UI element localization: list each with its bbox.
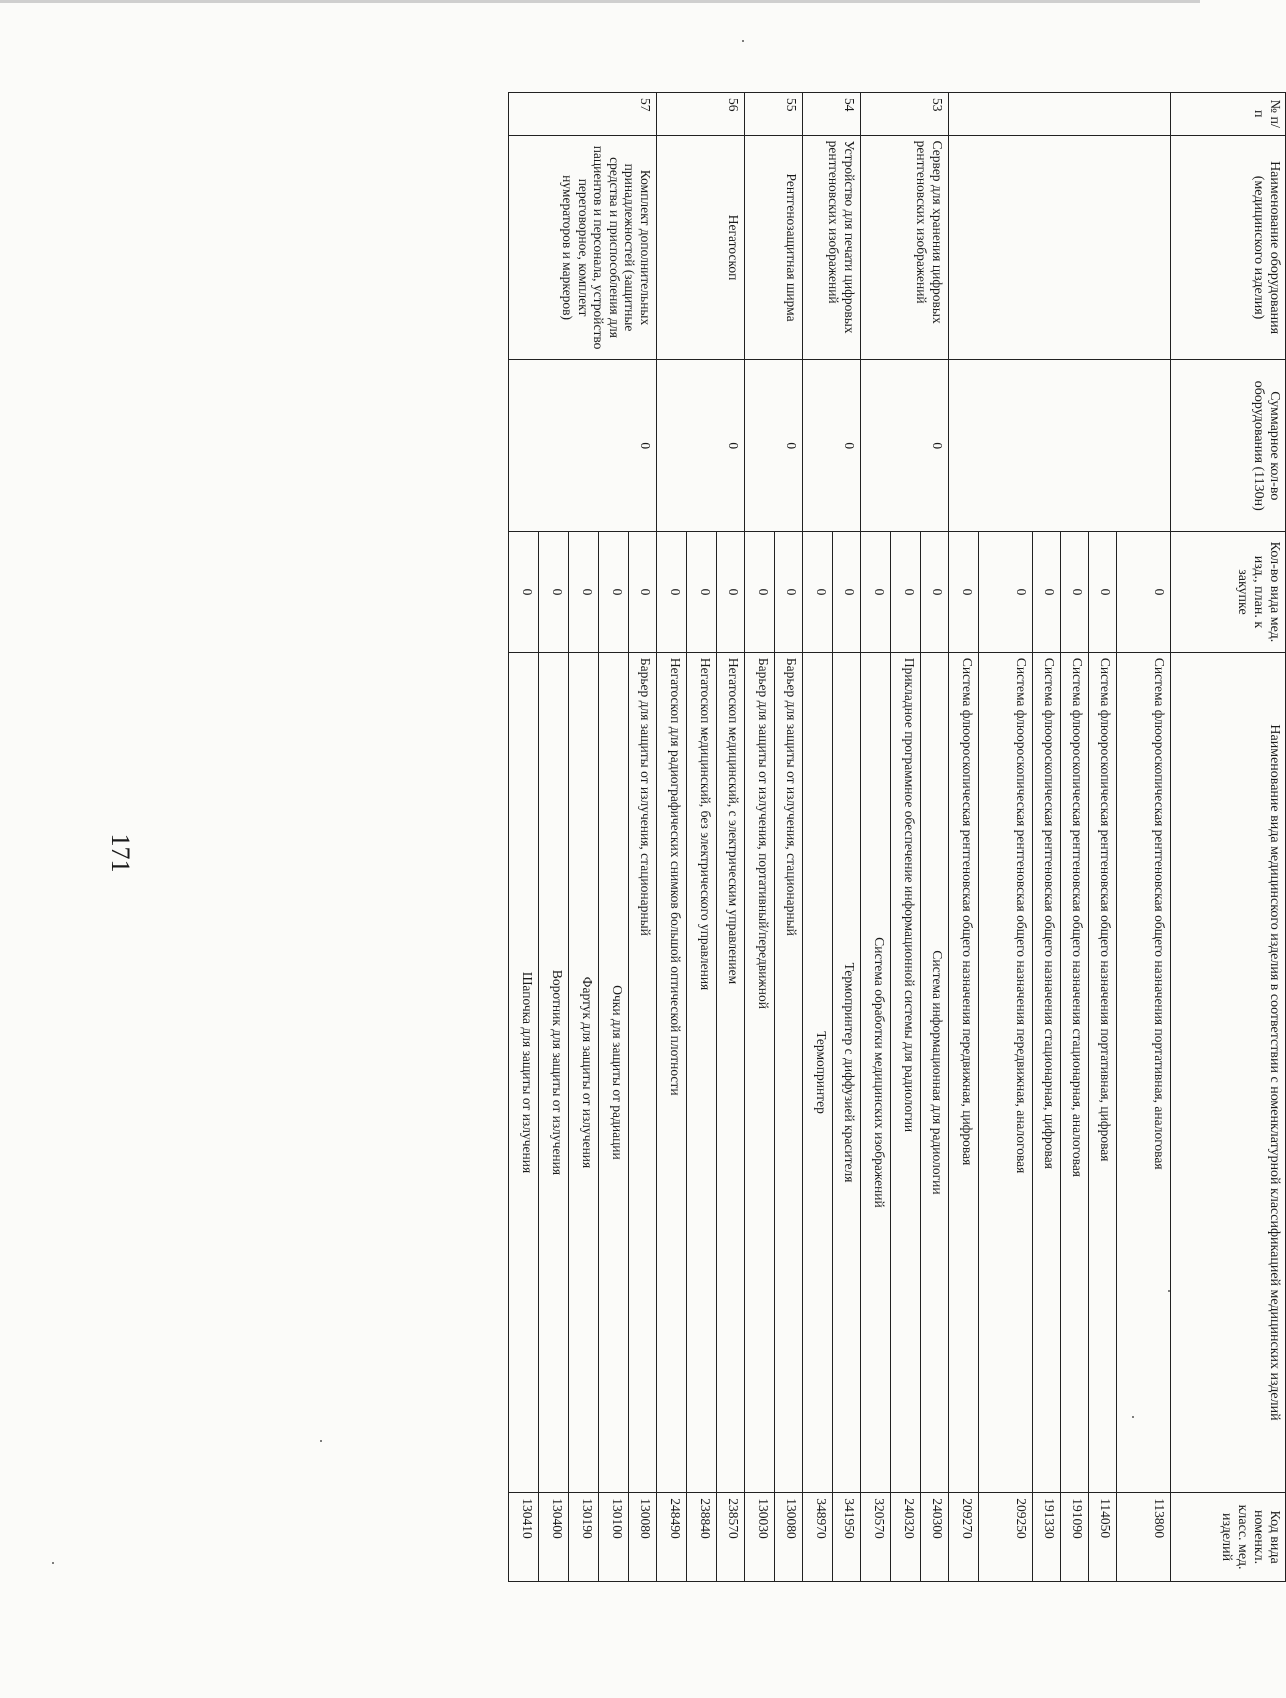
cell-num: 54 <box>803 93 861 136</box>
rotated-table-container <box>146 92 1286 1582</box>
header-qty: Кол-во вида мед. изд., план. к закупке <box>1171 532 1286 653</box>
cell-code: 114050 <box>1089 1493 1117 1582</box>
cell-kind: Очки для защиты от радиации <box>599 652 629 1492</box>
cell-code: 130080 <box>775 1493 803 1582</box>
cell-qty: 0 <box>509 532 539 653</box>
equipment-table <box>508 92 1286 1582</box>
cell-qty: 0 <box>745 532 775 653</box>
cell-num: 56 <box>657 93 745 136</box>
cell-total: 0 <box>861 360 949 532</box>
cell-kind: Система обработки медицинских изображений <box>861 652 891 1492</box>
table-row <box>629 93 657 1582</box>
header-kind: Наименование вида медицинского изделия в соответствии с номенклатурной классификацией медицинских изделий <box>1171 652 1286 1492</box>
cell-code: 238840 <box>687 1493 717 1582</box>
scan-speck <box>742 40 744 42</box>
scan-speck <box>1168 1290 1170 1292</box>
page-number: 171 <box>106 833 135 873</box>
cell-kind: Барьер для защиты от излучения, стационарный <box>629 652 657 1492</box>
cell-qty: 0 <box>599 532 629 653</box>
cell-code: 209250 <box>979 1493 1033 1582</box>
cell-qty: 0 <box>1033 532 1061 653</box>
cell-code: 191330 <box>1033 1493 1061 1582</box>
cell-code: 320570 <box>861 1493 891 1582</box>
cell-num: 53 <box>861 93 949 136</box>
cell-kind: Система флюороскопическая рентгеновская общего назначения стационарная, цифровая <box>1033 652 1061 1492</box>
cell-equipment: Устройство для печати цифровых рентгеновских изображений <box>803 135 861 360</box>
cell-kind: Система флюороскопическая рентгеновская общего назначения передвижная, аналоговая <box>979 652 1033 1492</box>
cell-equipment <box>949 135 1171 360</box>
cell-qty: 0 <box>629 532 657 653</box>
cell-kind: Барьер для защиты от излучения, портативный/передвижной <box>745 652 775 1492</box>
cell-kind: Негатоскоп для радиографических снимков большой оптической плотности <box>657 652 687 1492</box>
cell-kind: Система флюороскопическая рентгеновская общего назначения передвижная, цифровая <box>949 652 979 1492</box>
cell-kind: Система флюороскопическая рентгеновская общего назначения стационарная, аналоговая <box>1061 652 1089 1492</box>
cell-qty: 0 <box>539 532 569 653</box>
cell-code: 248490 <box>657 1493 687 1582</box>
cell-total: 0 <box>745 360 803 532</box>
cell-qty: 0 <box>949 532 979 653</box>
cell-qty: 0 <box>687 532 717 653</box>
cell-code: 238570 <box>717 1493 745 1582</box>
cell-kind: Прикладное программное обеспечение информационной системы для радиологии <box>891 652 921 1492</box>
cell-kind: Барьер для защиты от излучения, стационарный <box>775 652 803 1492</box>
cell-equipment: Рентгенозащитная ширма <box>745 135 803 360</box>
cell-total: 0 <box>657 360 745 532</box>
cell-total: 0 <box>509 360 657 532</box>
table-header-row <box>1171 93 1286 1582</box>
cell-kind: Термопринтер с диффузией красителя <box>833 652 861 1492</box>
cell-code: 130190 <box>569 1493 599 1582</box>
cell-qty: 0 <box>861 532 891 653</box>
cell-qty: 0 <box>1061 532 1089 653</box>
cell-kind: Воротник для защиты от излучения <box>539 652 569 1492</box>
table-row <box>921 93 949 1582</box>
cell-code: 240300 <box>921 1493 949 1582</box>
scan-speck <box>52 1562 54 1564</box>
cell-kind: Система флюороскопическая рентгеновская общего назначения портативная, аналоговая <box>1117 652 1171 1492</box>
cell-qty: 0 <box>569 532 599 653</box>
cell-qty: 0 <box>833 532 861 653</box>
cell-kind: Фартук для защиты от излучения <box>569 652 599 1492</box>
cell-kind: Шапочка для защиты от излучения <box>509 652 539 1492</box>
cell-qty: 0 <box>1117 532 1171 653</box>
cell-num: 57 <box>509 93 657 136</box>
cell-equipment: Сервер для хранения цифровых рентгеновских изображений <box>861 135 949 360</box>
cell-code: 130080 <box>629 1493 657 1582</box>
cell-qty: 0 <box>803 532 833 653</box>
header-equipment: Наименование оборудования (медицинского изделия) <box>1171 135 1286 360</box>
cell-qty: 0 <box>921 532 949 653</box>
scan-speck <box>1132 1416 1134 1418</box>
cell-qty: 0 <box>1089 532 1117 653</box>
cell-code: 130100 <box>599 1493 629 1582</box>
scan-speck <box>320 1440 322 1442</box>
cell-code: 130400 <box>539 1493 569 1582</box>
header-num: № п/п <box>1171 93 1286 136</box>
cell-qty: 0 <box>717 532 745 653</box>
table-row <box>717 93 745 1582</box>
cell-code: 348970 <box>803 1493 833 1582</box>
cell-equipment: Комплект дополнительных принадлежностей (защитные средства и приспособления для пациентов и персонала, устройство переговорное, комплект нумераторов и маркеров) <box>509 135 657 360</box>
cell-code: 240320 <box>891 1493 921 1582</box>
cell-kind: Термопринтер <box>803 652 833 1492</box>
cell-kind: Негатоскоп медицинский, с электрическим управлением <box>717 652 745 1492</box>
cell-code: 209270 <box>949 1493 979 1582</box>
cell-qty: 0 <box>979 532 1033 653</box>
table-row <box>775 93 803 1582</box>
cell-kind: Система информационная для радиологии <box>921 652 949 1492</box>
cell-code: 113800 <box>1117 1493 1171 1582</box>
cell-code: 191090 <box>1061 1493 1089 1582</box>
cell-qty: 0 <box>657 532 687 653</box>
cell-num <box>949 93 1171 136</box>
header-total: Суммарное кол-во оборудования (1130н) <box>1171 360 1286 532</box>
cell-kind: Система флюороскопическая рентгеновская общего назначения портативная, цифровая <box>1089 652 1117 1492</box>
header-code: Код вида номенкл. класс. мед. изделий <box>1171 1493 1286 1582</box>
cell-total: 0 <box>803 360 861 532</box>
cell-equipment: Негатоскоп <box>657 135 745 360</box>
cell-code: 130410 <box>509 1493 539 1582</box>
cell-total <box>949 360 1171 532</box>
cell-code: 130030 <box>745 1493 775 1582</box>
table-row <box>1117 93 1171 1582</box>
cell-code: 341950 <box>833 1493 861 1582</box>
cell-num: 55 <box>745 93 803 136</box>
table-row <box>833 93 861 1582</box>
cell-kind: Негатоскоп медицинский, без электрического управления <box>687 652 717 1492</box>
cell-qty: 0 <box>891 532 921 653</box>
cell-qty: 0 <box>775 532 803 653</box>
scan-edge <box>0 0 1200 3</box>
